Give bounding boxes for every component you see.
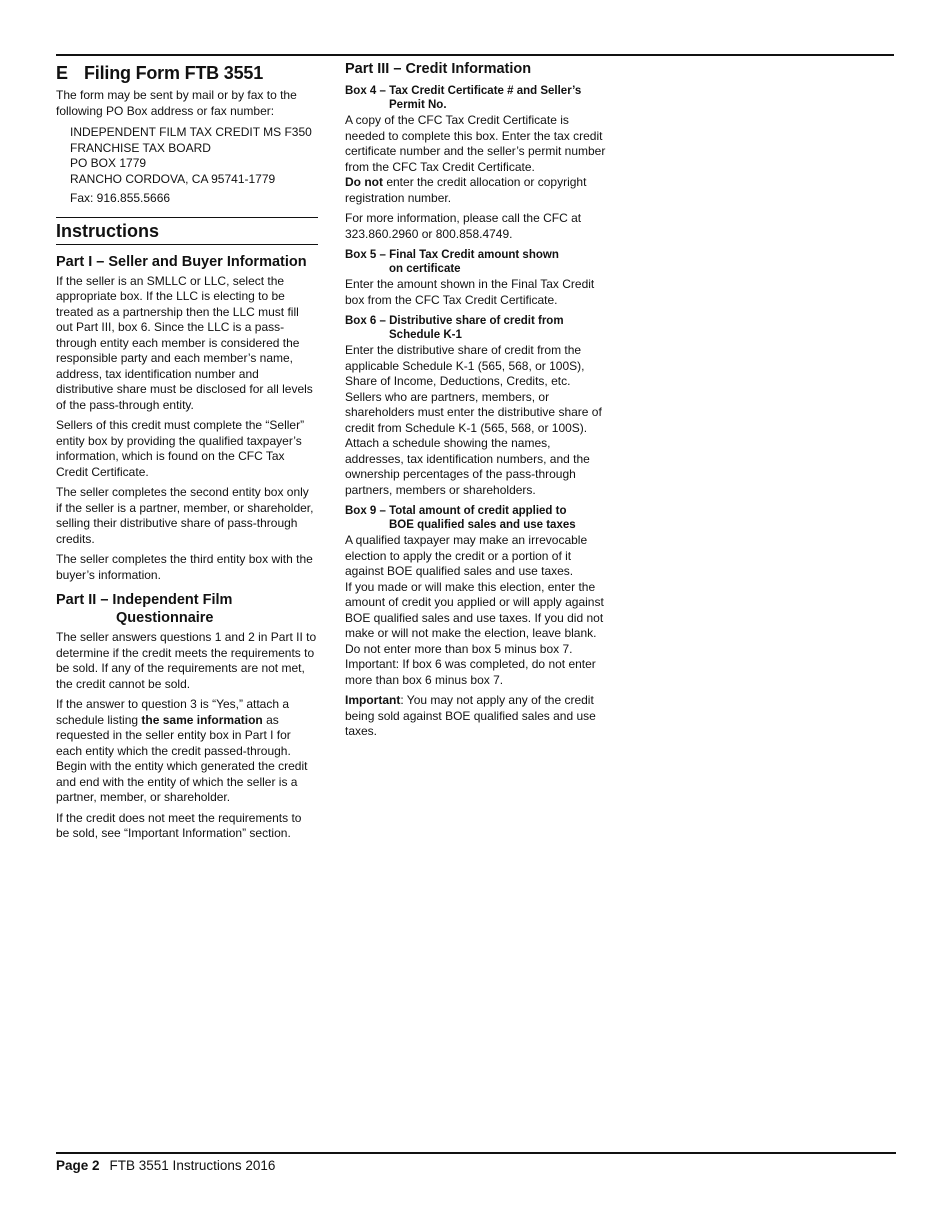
box5-title-a: Box 5 – Final Tax Credit amount shown — [345, 249, 559, 261]
box5-paragraph: Enter the amount shown in the Final Tax Credit box from the CFC Tax Credit Certificate. — [345, 277, 595, 307]
part1-paragraph: The seller completes the second entity box only if the seller is a partner, member, or shareholder, selling their distributive share of pass-through credits. — [56, 485, 314, 546]
box4-title-b: Permit No. — [389, 99, 447, 111]
box4-bold-text: Do not — [345, 175, 383, 189]
box5-heading — [345, 248, 607, 276]
part2-title-b: Questionnaire — [116, 610, 214, 626]
box4-text: A copy of the CFC Tax Credit Certificate is needed to complete this box. Enter the tax credit certificate number and the seller’s permit number from the CFC Tax Credit Certificate. — [345, 113, 606, 174]
important-note — [345, 693, 607, 740]
part2-paragraph: If the credit does not meet the requirements to be sold, see “Important Information” section. — [56, 810, 302, 840]
part2-text: If the answer to question 3 is “Yes,” attach a schedule listing — [56, 697, 290, 727]
filing-title: Filing Form FTB 3551 — [84, 63, 264, 83]
box6-title-b: Schedule K-1 — [389, 329, 462, 341]
part3-heading: Part III – Credit Information — [345, 61, 532, 77]
important-text: : You may not apply any of the credit being sold against BOE qualified sales and use taxes. — [345, 693, 596, 738]
box4-paragraph — [345, 113, 607, 206]
part1-heading: Part I – Seller and Buyer Information — [56, 253, 307, 270]
part2-heading — [56, 591, 318, 627]
middle-column — [345, 60, 607, 745]
fax-number: Fax: 916.855.5666 — [70, 191, 171, 205]
box4-heading — [345, 84, 607, 112]
box9-heading — [345, 504, 607, 532]
address-line: INDEPENDENT FILM TAX CREDIT MS F350 — [70, 125, 312, 139]
part1-paragraph: The seller completes the third entity box with the buyer’s information. — [56, 552, 313, 582]
box5-title-b: on certificate — [389, 263, 461, 275]
filing-heading — [56, 62, 318, 84]
box9-paragraph — [345, 533, 607, 688]
box6-heading — [345, 314, 607, 342]
box4-contact: For more information, please call the CFC at 323.860.2960 or 800.858.4749. — [345, 211, 582, 241]
top-rule — [56, 54, 894, 56]
important-label: Important — [345, 693, 401, 707]
box6-title-a: Box 6 – Distributive share of credit from — [345, 315, 564, 327]
part1-paragraph: If the seller is an SMLLC or LLC, select the appropriate box. If the LLC is electing to be treated as a partnership then the LLC must fill out Part III, box 6. Since the LLC is a pass-through entity each member is considered the responsible party and each member’s name, address, tax identification number and distributive share must be disclosed for all levels of the pass-through entity. — [56, 273, 313, 412]
address-line: PO BOX 1779 — [70, 156, 147, 170]
document-title: FTB 3551 Instructions 2016 — [109, 1158, 276, 1173]
part2-text: as requested in the seller entity box in Part I for each entity which the credit passed-through. Begin with the entity which generated the credit and end with the entity of which the seller is a partner, member, or shareholder. — [56, 712, 308, 804]
bottom-rule — [56, 1152, 896, 1154]
part2-paragraph: The seller answers questions 1 and 2 in Part II to determine if the credit meets the requirements to be sold. If any of the requirements are not met, the credit cannot be sold. — [56, 630, 317, 691]
part2-paragraph — [56, 697, 318, 806]
part1-paragraph: Sellers of this credit must complete the “Seller” entity box by providing the qualified taxpayer’s information, which is found on the CFC Tax Credit Certificate. — [56, 418, 305, 479]
instructions-heading: Instructions — [56, 217, 318, 242]
box9-text: If you made or will make this election, enter the amount of credit you applied or will apply against BOE qualified sales and use taxes. If you did not make or will not make the election, leave blank. — [345, 579, 604, 640]
mailing-address — [56, 125, 318, 187]
left-column — [56, 60, 318, 847]
part2-bold-text: the same information — [141, 712, 263, 727]
box9-text: Important: If box 6 was completed, do not enter more than box 6 minus box 7. — [345, 657, 596, 687]
address-line: FRANCHISE TAX BOARD — [70, 140, 211, 155]
page-footer — [56, 1158, 275, 1173]
box9-title-b: BOE qualified sales and use taxes — [389, 519, 576, 531]
box9-text: A qualified taxpayer may make an irrevocable election to apply the credit or a portion of it against BOE qualified sales and use taxes. — [345, 533, 588, 578]
page-number: Page 2 — [56, 1158, 100, 1173]
box4-text: enter the credit allocation or copyright registration number. — [345, 175, 587, 205]
box9-text: Do not enter more than box 5 minus box 7. — [345, 641, 573, 656]
instructions-rule — [56, 244, 318, 245]
section-letter: E — [56, 63, 68, 83]
part2-title-a: Part II – Independent Film — [56, 592, 233, 608]
box9-title-a: Box 9 – Total amount of credit applied to — [345, 505, 567, 517]
filing-intro: The form may be sent by mail or by fax to the following PO Box address or fax number: — [56, 88, 297, 118]
box4-title-a: Box 4 – Tax Credit Certificate # and Seller’s — [345, 85, 582, 97]
address-line: RANCHO CORDOVA, CA 95741-1779 — [70, 171, 276, 186]
box6-paragraph: Enter the distributive share of credit from the applicable Schedule K-1 (565, 568, or 100S), Share of Income, Deductions, Credits, etc. Sellers who are partners, members, or shareholders must enter the distributive share of credit from Schedule K-1 (565, 568, or 100S). Attach a schedule showing the names, addresses, tax identification numbers, and the ownership percentages of the pass-through partners, members or shareholders. — [345, 343, 602, 497]
